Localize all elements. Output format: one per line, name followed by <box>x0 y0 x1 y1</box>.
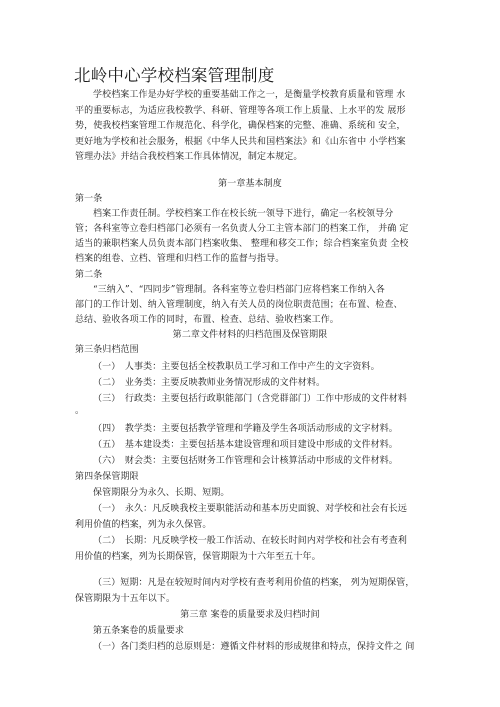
scope-item: （三） 行政类：主要包括行政职能部门（含党群部门）工作中形成的文件材料 <box>93 394 408 404</box>
article-line: 用价值的档案，列为长期保管，保管期限为十六年至五十年。 <box>75 552 321 562</box>
article-line: （一）各门类归档的总原则是：遵循文件材料的形成规律和特点，保持文件之 间 <box>93 642 415 652</box>
scope-item: 。 <box>75 406 85 416</box>
article-label: 第五条案卷的质量要求 <box>93 626 185 636</box>
article-line: 利用价值的档案，列为永久保管。 <box>75 520 212 530</box>
scope-item: （六） 财会类：主要包括财务工作管理和会计核算活动中形成的文件材料。 <box>93 456 398 466</box>
article-line: （三）短期：凡是在较短时间内对学校有查考利用价值的档案， 列为短期保管， <box>93 578 415 588</box>
article-line: 保管期限为十五年以下。 <box>75 594 176 604</box>
scope-item: （二） 业务类：主要反映教师业务情况形成的文件材料。 <box>93 378 326 388</box>
intro-line: 管理办法》并结合我校档案工作具体情况，制定本规定。 <box>75 152 303 162</box>
article-line: 部门的工作计划、纳入管理制度，纳入有关人员的岗位职责范围；在布置、检查、 <box>75 300 403 310</box>
intro-line: 势，使我校档案管理工作规范化、科学化，确保档案的完整、准确、系统和 安全， <box>75 121 406 131</box>
article-label: 第三条归档范围 <box>75 345 139 355</box>
scope-item: （四） 教学类：主要包括教学管理和学籍及学生各项活动形成的文字材料。 <box>93 424 398 434</box>
article-line: 适当的兼职档案人员负责本部门档案收集、 整理和移交工作；综合档案室负责 全校 <box>75 239 409 249</box>
intro-line: 平的重要标志，为适应我校教学、科研、管理等各项工作上质量、上水平的发 展形 <box>75 106 406 116</box>
article-line: 保管期限分为永久、长期、短期。 <box>93 488 230 498</box>
intro-line: 学校档案工作是办好学校的重要基础工作之一，是衡量学校教育质量和管理 水 <box>93 90 406 100</box>
article-line: 管；各科室等立卷归档部门必须有一名负责人分工主管本部门的档案工作， 并确 定 <box>75 224 409 234</box>
scope-item: （五） 基本建设类：主要包括基本建设管理和项目建设中形成的文件材料。 <box>93 440 398 450</box>
intro-line: 更好地为学校和社会服务，根据《中华人民共和国档案法》和《山东省中 小学档案 <box>75 137 406 147</box>
chapter-heading: 第二章文件材料的归档范围及保管期限 <box>172 330 328 340</box>
chapter-heading: 第一章基本制度 <box>218 179 282 189</box>
scope-item: （一） 人事类：主要包括全校教职员工学习和工作中产生的文字资料。 <box>93 362 380 372</box>
article-line: 总结、验收各项工作的同时，布置、检查、总结、验收档案工作。 <box>75 315 339 325</box>
article-label: 第四条保管期限 <box>75 472 139 482</box>
article-line: （二） 长期：凡反映学校一般工作活动、在较长时间内对学校和社会有考查利 <box>93 536 408 546</box>
article-line: “三纳入”、“四同步”管理制。各科室等立卷归档部门应将档案工作纳入各 <box>93 285 385 295</box>
article-line: 档案的组卷、立档、管理和归档工作的监督与指导。 <box>75 254 285 264</box>
article-label: 第一条 <box>75 194 103 204</box>
chapter-heading: 第三章 案卷的质量要求及归档时间 <box>180 610 320 620</box>
article-line: 档案工作责任制。学校档案工作在校长统一领导下进行，确定一名校领导分 <box>93 209 394 219</box>
document-title: 北岭中心学校档案管理制度 <box>74 66 275 85</box>
article-line: （一） 永久：凡反映我校主要职能活动和基本历史面貌、对学校和社会有长远 <box>93 504 408 514</box>
article-label: 第二条 <box>75 270 103 280</box>
